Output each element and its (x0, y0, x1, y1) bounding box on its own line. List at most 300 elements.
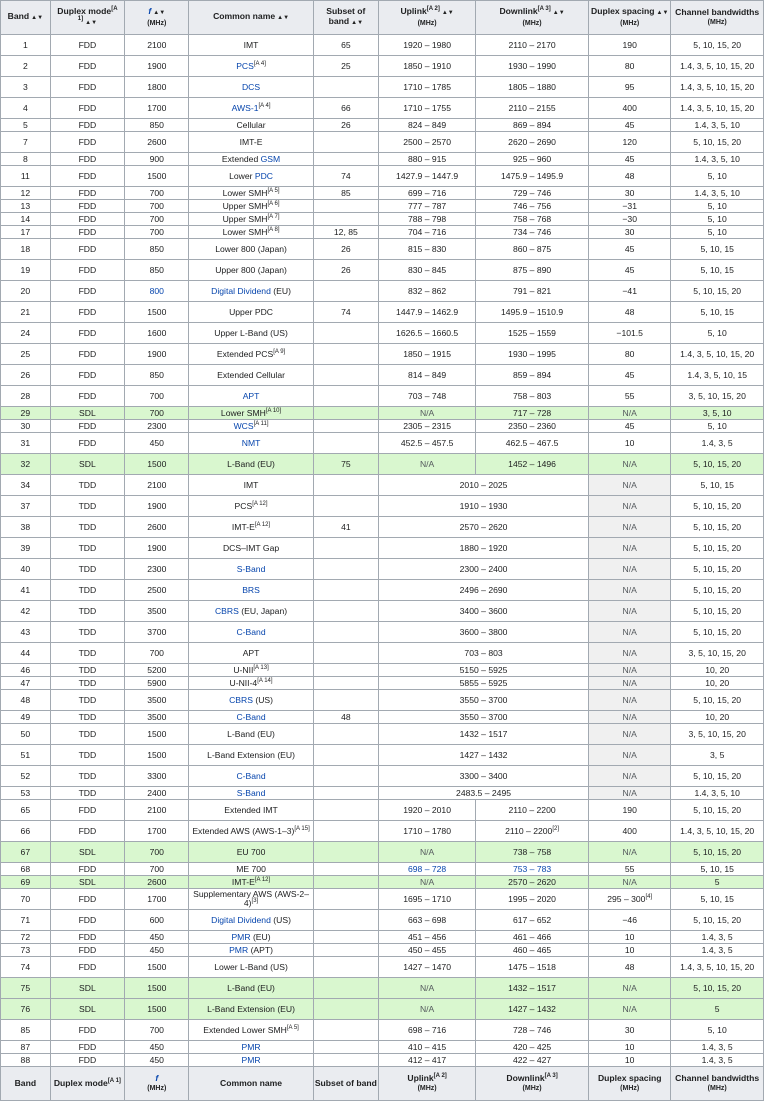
uplink-downlink-range (379, 496, 589, 517)
cell-text: TDD (78, 694, 97, 705)
channel-bandwidths (671, 889, 764, 910)
cell-text: 71 (20, 914, 31, 925)
wiki-link[interactable]: S-Band (236, 563, 266, 574)
cell-text: 2110 – 2200 (508, 804, 556, 815)
wiki-link[interactable]: BRS (242, 584, 260, 595)
cell-text: 850 (149, 119, 164, 130)
duplex-mode (50, 166, 124, 187)
duplex-spacing (589, 365, 671, 386)
cell-text: 5, 10, 15, 20 (693, 563, 742, 574)
subset-of-band (313, 407, 378, 420)
common-name (189, 323, 313, 344)
duplex-spacing (589, 677, 671, 690)
cell-text: 41 (20, 584, 31, 595)
cell-text: TDD (78, 584, 97, 595)
wiki-link[interactable]: PMR (241, 1054, 261, 1065)
cell-text: 3, 5, 10, 15, 20 (688, 647, 746, 658)
cell-text: 1.4, 3, 5, 10 (694, 119, 740, 130)
band-number (1, 1041, 51, 1054)
footnote-ref[interactable]: [A 12] (254, 521, 271, 528)
footnote-ref[interactable]: [A 14] (257, 677, 273, 684)
cell-text: 412 – 417 (407, 1054, 447, 1065)
cell-text: 2110 – 2155 (508, 102, 556, 113)
footnote-ref[interactable]: [A 15] (294, 825, 310, 832)
downlink-range (476, 119, 589, 132)
cell-text: 67 (20, 846, 31, 857)
common-name (189, 724, 313, 745)
uplink-range (379, 239, 476, 260)
table-row (1, 433, 764, 454)
duplex-spacing (589, 664, 671, 677)
wiki-link[interactable]: PDC (254, 170, 274, 181)
duplex-spacing (589, 863, 671, 876)
cell-text: 2570 – 2620 (459, 521, 508, 532)
common-name (189, 876, 313, 889)
cell-text: N/A (419, 982, 435, 993)
header-downlink[interactable]: Downlink[A 3]▲▼ (MHz) (476, 1, 589, 35)
footnote-ref[interactable]: [A 4] (258, 102, 271, 109)
duplex-mode (50, 407, 124, 420)
cell-text: Upper PDC (229, 306, 274, 317)
cell-text: FDD (78, 81, 97, 92)
cell-text: 5, 10, 15, 20 (693, 521, 742, 532)
channel-bandwidths (671, 711, 764, 724)
cell-text: N/A (622, 563, 637, 574)
cell-text: 2010 – 2025 (459, 479, 508, 490)
cell-text: 814 – 849 (407, 369, 447, 380)
wiki-link[interactable]: AWS-1 (231, 102, 259, 113)
footnote-ref[interactable]: [A 8] (267, 226, 280, 233)
wiki-link[interactable]: DCS (241, 81, 261, 92)
common-name (189, 433, 313, 454)
table-row (1, 931, 764, 944)
band-number (1, 601, 51, 622)
duplex-mode (50, 153, 124, 166)
uplink-range (379, 944, 476, 957)
duplex-mode (50, 1041, 124, 1054)
cell-text: (EU, Japan) (238, 605, 288, 616)
cell-text: TDD (78, 711, 97, 722)
subset-of-band (313, 766, 378, 787)
cell-text: 1910 – 1930 (459, 500, 508, 511)
table-row (1, 213, 764, 226)
table-row (1, 407, 764, 420)
cell-text: TDD (78, 479, 97, 490)
table-row (1, 842, 764, 863)
cell-text: Extended Cellular (217, 369, 285, 380)
subset-of-band (313, 889, 378, 910)
common-name (189, 153, 313, 166)
wiki-link[interactable]: PCS (236, 60, 254, 71)
footnote-ref[interactable]: [A 7] (267, 213, 280, 220)
subset-of-band (313, 302, 378, 323)
header-duplex-spacing[interactable]: Duplex spacing ▲▼ (MHz) (589, 1, 671, 35)
footnote-ref[interactable]: [A 13] (253, 664, 269, 671)
downlink-range (476, 344, 589, 365)
wiki-link[interactable]: PMR (229, 944, 249, 955)
downlink-range (476, 842, 589, 863)
cell-text: 1.4, 3, 5, 10, 15, 20 (680, 961, 755, 972)
table-row (1, 344, 764, 365)
common-name (189, 889, 313, 910)
wiki-link[interactable]: CBRS (229, 694, 253, 705)
subset-of-band (313, 664, 378, 677)
frequency (125, 153, 189, 166)
cell-text: 3, 5, 10, 15, 20 (688, 728, 746, 739)
duplex-mode (50, 119, 124, 132)
cell-text: Extended (221, 153, 261, 164)
frequency (125, 365, 189, 386)
band-number (1, 187, 51, 200)
cell-text: 758 – 768 (512, 213, 552, 224)
duplex-mode (50, 496, 124, 517)
wiki-link[interactable]: C-Band (236, 626, 266, 637)
cell-text: N/A (622, 521, 637, 532)
subset-of-band (313, 957, 378, 978)
duplex-mode (50, 957, 124, 978)
cell-text: 1.4, 3, 5, 10, 15, 20 (680, 81, 755, 92)
sort-arrows-icon[interactable]: ▲▼ (441, 10, 454, 16)
wiki-link[interactable]: S-Band (236, 787, 266, 798)
cell-text: N/A (622, 694, 637, 705)
footnote-ref[interactable]: [A 5] (267, 187, 280, 194)
footnote-ref[interactable]: [A 12] (252, 500, 268, 507)
cell-text: 10 (624, 931, 635, 942)
header-band[interactable]: Band ▲▼ (1, 1, 51, 35)
cell-text: 18 (20, 243, 31, 254)
subset-of-band (313, 910, 378, 931)
sort-arrows-icon[interactable]: ▲▼ (31, 14, 44, 21)
subset-of-band (313, 711, 378, 724)
cell-text: 14 (20, 213, 31, 224)
table-row (1, 622, 764, 643)
duplex-mode (50, 978, 124, 999)
cell-text: 75 (341, 458, 351, 469)
duplex-spacing (589, 724, 671, 745)
channel-bandwidths (671, 132, 764, 153)
cell-text: 875 – 890 (512, 264, 552, 275)
cell-text: Extended Lower SMH (203, 1024, 287, 1035)
wiki-link[interactable]: C-Band (236, 770, 266, 781)
footnote-ref[interactable]: [A 4] (253, 60, 266, 67)
downlink-range (476, 978, 589, 999)
header-channel-bandwidths[interactable]: Channel bandwidths (MHz) (671, 1, 764, 35)
wiki-link[interactable]: PMR (241, 1041, 261, 1052)
cell-text: N/A (622, 728, 637, 739)
cell-text: 738 – 758 (512, 846, 552, 857)
table-body (1, 35, 764, 1067)
wiki-link[interactable]: 800 (149, 285, 164, 296)
common-name (189, 166, 313, 187)
downlink-range (476, 863, 589, 876)
wiki-link[interactable]: Digital Dividend (211, 285, 271, 296)
cell-text: 3 (22, 81, 28, 92)
header-duplex-mode[interactable]: Duplex mode[A 1]▲▼ (50, 1, 124, 35)
duplex-mode (50, 643, 124, 664)
subset-of-band (313, 239, 378, 260)
cell-text: 5, 10, 15, 20 (693, 584, 742, 595)
cell-text: 860 – 875 (512, 243, 552, 254)
cell-text: 850 (149, 264, 164, 275)
uplink-range (379, 260, 476, 281)
common-name (189, 677, 313, 690)
band-number (1, 643, 51, 664)
cell-text: 28 (20, 390, 31, 401)
cell-text: 1452 – 1496 (508, 458, 556, 469)
cell-text: 450 (149, 931, 164, 942)
frequency (125, 35, 189, 56)
uplink-downlink-range (379, 475, 589, 496)
cell-text: 460 – 465 (512, 944, 552, 955)
duplex-spacing (589, 711, 671, 724)
frequency (125, 999, 189, 1020)
duplex-spacing (589, 766, 671, 787)
wiki-link[interactable]: PMR (231, 931, 251, 942)
cell-text: 41 (341, 521, 351, 532)
duplex-mode (50, 281, 124, 302)
common-name (189, 517, 313, 538)
cell-text: 461 – 466 (512, 931, 552, 942)
table-row (1, 664, 764, 677)
cell-text: N/A (622, 711, 637, 722)
uplink-range (379, 420, 476, 433)
cell-text: (EU) (250, 931, 271, 942)
table-row (1, 580, 764, 601)
header-common-name[interactable]: Common name ▲▼ (189, 1, 313, 35)
cell-text: 5, 10, 15, 20 (693, 626, 742, 637)
subset-of-band (313, 863, 378, 876)
cell-text: 1695 – 1710 (403, 893, 451, 904)
wiki-link[interactable]: Digital Dividend (211, 914, 271, 925)
duplex-mode (50, 260, 124, 281)
cell-text: IMT-E (239, 136, 263, 147)
subset-of-band (313, 56, 378, 77)
frequency (125, 166, 189, 187)
footnote-ref[interactable]: [A 9] (273, 348, 286, 355)
footnote-ref[interactable]: [A 12] (254, 876, 271, 883)
common-name (189, 863, 313, 876)
subset-of-band (313, 226, 378, 239)
band-number (1, 98, 51, 119)
cell-text: TDD (78, 626, 97, 637)
cell-text: FDD (78, 961, 97, 972)
channel-bandwidths (671, 978, 764, 999)
cell-text: 12 (20, 187, 31, 198)
sort-arrows-icon[interactable]: ▲▼ (552, 10, 565, 16)
wiki-link[interactable]: 698 – 728 (407, 863, 447, 874)
sort-arrows-icon[interactable]: ▲▼ (656, 10, 669, 16)
common-name (189, 787, 313, 800)
wiki-link[interactable]: CBRS (214, 605, 239, 616)
common-name (189, 344, 313, 365)
table-row (1, 711, 764, 724)
cell-text: 1920 – 2010 (403, 804, 451, 815)
cell-text: 74 (20, 961, 31, 972)
frequency (125, 944, 189, 957)
cell-text: 700 (149, 213, 164, 224)
sort-arrows-icon[interactable]: ▲▼ (277, 14, 290, 21)
cell-text: 452.5 – 457.5 (400, 437, 454, 448)
downlink-range (476, 821, 589, 842)
cell-text: 2570 – 2620 (508, 876, 556, 887)
uplink-range (379, 132, 476, 153)
table-row (1, 119, 764, 132)
cell-text: 2100 (147, 804, 167, 815)
common-name (189, 213, 313, 226)
footnote-ref[interactable]: [3] (251, 898, 259, 905)
subset-of-band (313, 386, 378, 407)
duplex-mode (50, 622, 124, 643)
uplink-range (379, 876, 476, 889)
wiki-link[interactable]: 753 – 783 (512, 863, 552, 874)
cell-text: L-Band (EU) (227, 982, 275, 993)
table-row (1, 787, 764, 800)
footnote-ref[interactable]: [A 5] (286, 1024, 299, 1031)
subset-of-band (313, 724, 378, 745)
duplex-spacing (589, 889, 671, 910)
frequency (125, 876, 189, 889)
uplink-range (379, 1041, 476, 1054)
cell-text: 462.5 – 467.5 (505, 437, 559, 448)
wiki-link[interactable]: WCS (233, 420, 254, 431)
cell-text: 1995 – 2020 (508, 893, 556, 904)
uplink-downlink-range (379, 677, 589, 690)
table-row (1, 323, 764, 344)
cell-text: FDD (78, 226, 97, 237)
wiki-link[interactable]: NMT (241, 437, 261, 448)
common-name (189, 1020, 313, 1041)
cell-text: TDD (78, 605, 97, 616)
cell-text: N/A (622, 982, 637, 993)
cell-text: DCS–IMT Gap (222, 542, 280, 553)
table-row (1, 496, 764, 517)
common-name (189, 559, 313, 580)
duplex-spacing (589, 420, 671, 433)
header-frequency[interactable]: f ▲▼ (MHz) (125, 1, 189, 35)
duplex-spacing (589, 821, 671, 842)
cell-text: 66 (341, 102, 351, 113)
cell-text: 40 (20, 563, 31, 574)
duplex-mode (50, 889, 124, 910)
sort-arrows-icon[interactable]: ▲▼ (85, 19, 98, 26)
table-row (1, 166, 764, 187)
cell-text: 2 (22, 60, 28, 71)
footnote-ref[interactable]: [A 11] (253, 420, 269, 427)
band-number (1, 496, 51, 517)
band-number (1, 821, 51, 842)
footnote-ref[interactable]: [A 6] (267, 200, 280, 207)
footer-frequency: f (MHz) (125, 1067, 189, 1101)
sort-arrows-icon[interactable]: ▲▼ (351, 19, 364, 26)
cell-text: 73 (20, 944, 31, 955)
table-row (1, 132, 764, 153)
band-number (1, 420, 51, 433)
duplex-mode (50, 910, 124, 931)
footnote-ref[interactable]: [4] (645, 893, 653, 900)
uplink-range (379, 200, 476, 213)
cell-text: 758 – 803 (512, 390, 552, 401)
common-name (189, 35, 313, 56)
cell-text: U-NII-4 (229, 677, 258, 688)
wiki-link[interactable]: APT (242, 390, 260, 401)
cell-text: N/A (622, 677, 637, 688)
cell-text: FDD (78, 285, 97, 296)
cell-text: 791 – 821 (512, 285, 552, 296)
cell-text: 5, 10, 15, 20 (693, 458, 742, 469)
downlink-range (476, 999, 589, 1020)
cell-text: 51 (20, 749, 31, 760)
cell-text: TDD (78, 677, 97, 688)
cell-text: 48 (624, 961, 635, 972)
common-name (189, 1054, 313, 1067)
table-footer (1, 1067, 764, 1101)
duplex-spacing (589, 957, 671, 978)
duplex-spacing (589, 1054, 671, 1067)
table-row (1, 1020, 764, 1041)
common-name (189, 1041, 313, 1054)
cell-text: 663 – 698 (407, 914, 447, 925)
cell-text: 85 (341, 187, 351, 198)
cell-text: 5, 10 (707, 170, 727, 181)
channel-bandwidths (671, 559, 764, 580)
cell-text: 1600 (147, 327, 167, 338)
channel-bandwidths (671, 407, 764, 420)
cell-text: Upper SMH (222, 200, 268, 211)
wiki-link[interactable]: GSM (260, 153, 281, 164)
cell-text: 1432 – 1517 (459, 728, 508, 739)
duplex-spacing (589, 260, 671, 281)
channel-bandwidths (671, 187, 764, 200)
header-uplink[interactable]: Uplink[A 2]▲▼ (MHz) (379, 1, 476, 35)
footer-duplex-mode: Duplex mode[A 1] (50, 1067, 124, 1101)
duplex-spacing (589, 35, 671, 56)
duplex-spacing (589, 302, 671, 323)
table-header (1, 1, 764, 35)
cell-text: 1920 – 1980 (403, 39, 451, 50)
header-subset[interactable]: Subset of band ▲▼ (313, 1, 378, 35)
footnote-ref[interactable]: [A 10] (265, 407, 282, 414)
downlink-range (476, 56, 589, 77)
frequency (125, 643, 189, 664)
cell-text: −30 (622, 213, 637, 224)
cell-text: 5, 10 (707, 200, 727, 211)
cell-text: 2300 (147, 420, 167, 431)
cell-text: 68 (20, 863, 31, 874)
cell-text: L-Band Extension (EU) (207, 749, 295, 760)
cell-text: 1500 (147, 982, 167, 993)
subset-of-band (313, 365, 378, 386)
cell-text: 1 (22, 39, 28, 50)
sort-arrows-icon[interactable]: ▲▼ (153, 10, 166, 16)
subset-of-band (313, 580, 378, 601)
subset-of-band (313, 787, 378, 800)
downlink-range (476, 260, 589, 281)
cell-text: 450 (149, 437, 164, 448)
duplex-mode (50, 601, 124, 622)
wiki-link[interactable]: C-Band (236, 711, 266, 722)
duplex-mode (50, 800, 124, 821)
cell-text: L-Band (EU) (227, 728, 275, 739)
channel-bandwidths (671, 664, 764, 677)
cell-text: 95 (624, 81, 635, 92)
duplex-spacing (589, 239, 671, 260)
cell-text: 2600 (147, 136, 167, 147)
downlink-range (476, 365, 589, 386)
channel-bandwidths (671, 386, 764, 407)
footnote-ref[interactable]: [2] (552, 825, 559, 832)
duplex-spacing (589, 166, 671, 187)
frequency (125, 601, 189, 622)
